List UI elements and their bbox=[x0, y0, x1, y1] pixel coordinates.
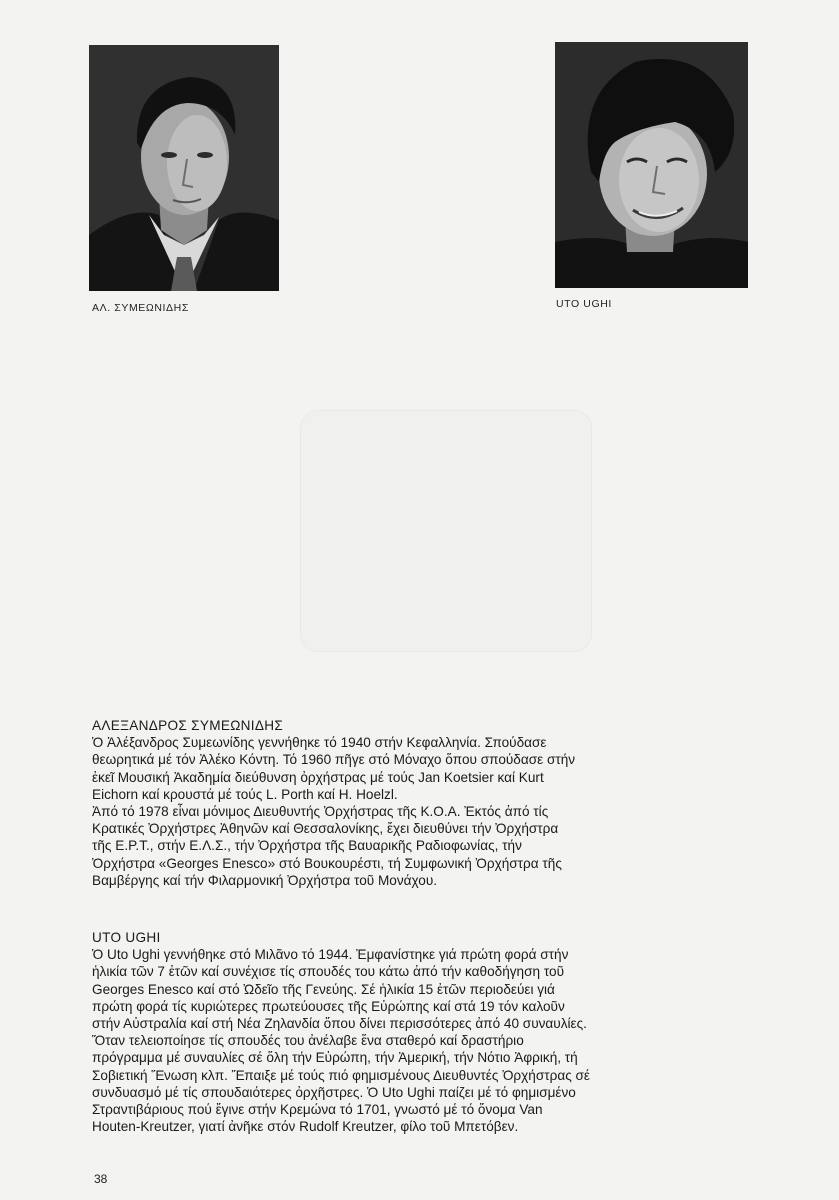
portrait-symeonidis-photo bbox=[89, 45, 279, 291]
biography-line: Eichorn καί κρουστά μέ τούς L. Porth καί H. Hoelzl. bbox=[92, 786, 398, 802]
biography-line: ἡλικία τῶν 7 ἐτῶν καί συνέχισε τίς σπουδές του κάτω ἀπό τήν καθοδήγηση τοῦ bbox=[92, 964, 565, 980]
biography-line: συνδυασμό μέ τίς σπουδαιότερες ὀρχῆστρες. Ὁ Uto Ughi παίζει μέ τό φημισμένο bbox=[92, 1084, 576, 1100]
biography-line: στήν Αὐστραλία καί στή Νέα Ζηλανδία ὅπου δίνει περισσότερες ἀπό 40 συναυλίες. bbox=[92, 1016, 587, 1032]
biography-line: Σοβιετική Ἕνωση κλπ. Ἔπαιξε μέ τούς πιό φημισμένους Διευθυντές Ὀρχήστρας σέ bbox=[92, 1067, 590, 1083]
biography-ughi bbox=[92, 929, 772, 1135]
biography-line: θεωρητικά μέ τόν Ἀλέκο Κόντη. Τό 1960 πῆγε στό Μόναχο ὅπου σπούδασε στήν bbox=[92, 752, 576, 768]
biography-line: Ὀρχήστρα «Georges Enesco» στό Βουκουρέστι, τή Συμφωνική Ὀρχήστρα τῆς bbox=[92, 855, 562, 871]
biography-line: Georges Enesco καί στό Ὠδεῖο τῆς Γενεύης. Σέ ἡλικία 15 ἐτῶν περιοδεύει γιά bbox=[92, 981, 555, 997]
biography-line: Ὅταν τελειοποίησε τίς σπουδές του ἀνέλαβε ἕνα σταθερό καί δραστήριο bbox=[92, 1033, 524, 1049]
photo-caption-ughi: UTO UGHI bbox=[556, 298, 612, 310]
biography-line: πρόγραμμα μέ συναυλίες σέ ὅλη τήν Εὐρώπη, τήν Ἀμερική, τήν Νότιο Ἀφρική, τή bbox=[92, 1050, 578, 1066]
biography-line: ἐκεῖ Μουσική Ἀκαδημία διεύθυνση ὀρχήστρας μέ τούς Jan Koetsier καί Kurt bbox=[92, 769, 544, 785]
biography-line: Houten-Kreutzer, γιατί ἀνῆκε στόν Rudolf Kreutzer, φίλο τοῦ Μπετόβεν. bbox=[92, 1119, 519, 1135]
page-number: 38 bbox=[94, 1172, 108, 1186]
biography-line: Κρατικές Ὀρχήστρες Ἀθηνῶν καί Θεσσαλονίκης, ἔχει διευθύνει τήν Ὀρχήστρα bbox=[92, 821, 559, 837]
biography-symeonidis bbox=[92, 717, 772, 889]
biography-heading: ΑΛΕΞΑΝΔΡΟΣ ΣΥΜΕΩΝΙΔΗΣ bbox=[92, 718, 284, 733]
biography-line: Ἀπό τό 1978 εἶναι μόνιμος Διευθυντής Ὀρχήστρας τῆς Κ.Ο.Α. Ἐκτός ἀπό τίς bbox=[92, 804, 549, 820]
photo-caption-symeonidis: ΑΛ. ΣΥΜΕΩΝΙΔΗΣ bbox=[92, 302, 189, 314]
biography-line: τῆς Ε.Ρ.Τ., στήν Ε.Λ.Σ., τήν Ὀρχήστρα τῆς Βαυαρικῆς Ραδιοφωνίας, τήν bbox=[92, 838, 522, 854]
biography-line: πρώτη φορά τίς κυριώτερες πρωτεύουσες τῆς Εὐρώπης καί στά 19 τόν καλοῦν bbox=[92, 998, 565, 1014]
biography-line: Βαμβέργης καί τήν Φιλαρμονική Ὀρχήστρα τοῦ Μονάχου. bbox=[92, 872, 438, 888]
portrait-ughi-photo bbox=[555, 42, 748, 288]
biography-line: Στραντιβάριους πού ἔγινε στήν Κρεμώνα τό 1701, γνωστό μέ τό ὄνομα Van bbox=[92, 1102, 543, 1118]
biography-heading: UTO UGHI bbox=[92, 930, 161, 945]
show-through-text-area bbox=[300, 410, 592, 652]
biography-line: Ὁ Ἀλέξανδρος Συμεωνίδης γεννήθηκε τό 1940 στήν Κεφαλληνία. Σπούδασε bbox=[92, 735, 547, 751]
biography-line: Ὁ Uto Ughi γεννήθηκε στό Μιλᾶνο τό 1944. Ἐμφανίστηκε γιά πρώτη φορά στήν bbox=[92, 947, 569, 963]
